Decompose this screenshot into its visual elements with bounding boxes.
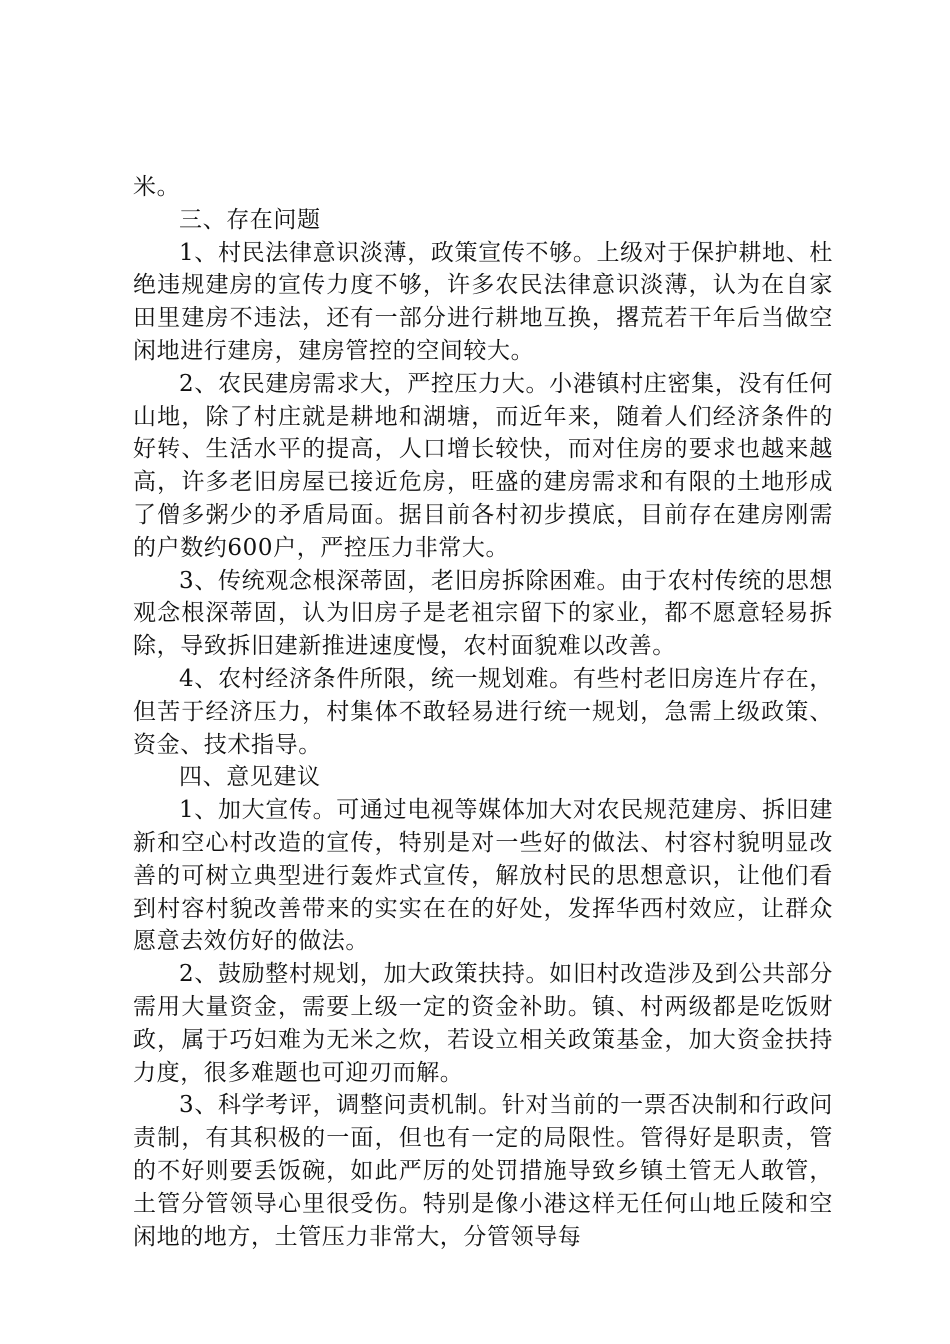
- paragraph-problem-2: 2、农民建房需求大，严控压力大。小港镇村庄密集，没有任何山地，除了村庄就是耕地和湖塘，而近年来，随着人们经济条件的好转、生活水平的提高，人口增长较快，而对住房的要求也越来越高，许多老旧房屋已接近危房，旺盛的建房需求和有限的土地形成了僧多粥少的矛盾局面。据目前各村初步摸底，目前存在建房刚需的户数约600户，严控压力非常大。: [133, 370, 833, 561]
- paragraph-problem-4: 4、农村经济条件所限，统一规划难。有些村老旧房连片存在，但苦于经济压力，村集体不敢轻易进行统一规划，急需上级政策、资金、技术指导。: [133, 665, 833, 758]
- paragraph-suggestion-3: 3、科学考评，调整问责机制。针对当前的一票否决制和行政问责制，有其积极的一面，但也有一定的局限性。管得好是职责，管的不好则要丢饭碗，如此严厉的处罚措施导致乡镇土管无人敢管，土管分管领导心里很受伤。特别是像小港这样无任何山地丘陵和空闲地的地方，土管压力非常大，分管领导每: [133, 1092, 833, 1250]
- paragraph-problem-1: 1、村民法律意识淡薄，政策宣传不够。上级对于保护耕地、杜绝违规建房的宣传力度不够，许多农民法律意识淡薄，认为在自家田里建房不违法，还有一部分进行耕地互换，撂荒若干年后当做空闲地进行建房，建房管控的空间较大。: [133, 239, 833, 364]
- paragraph-continuation: 米。: [133, 174, 181, 200]
- paragraph-suggestion-2: 2、鼓励整村规划，加大政策扶持。如旧村改造涉及到公共部分需用大量资金，需要上级一定的资金补助。镇、村两级都是吃饭财政，属于巧妇难为无米之炊，若设立相关政策基金，加大资金扶持力度，很多难题也可迎刃而解。: [133, 961, 833, 1086]
- section-heading-problems: 三、存在问题: [179, 206, 321, 233]
- paragraph-problem-3: 3、传统观念根深蒂固，老旧房拆除困难。由于农村传统的思想观念根深蒂固，认为旧房子是老祖宗留下的家业，都不愿意轻易拆除，导致拆旧建新推进速度慢，农村面貌难以改善。: [133, 567, 833, 660]
- paragraph-suggestion-1: 1、加大宣传。可通过电视等媒体加大对农民规范建房、拆旧建新和空心村改造的宣传，特别是对一些好的做法、村容村貌明显改善的可树立典型进行轰炸式宣传，解放村民的思想意识，让他们看到村容村貌改善带来的实实在在的好处，发挥华西村效应，让群众愿意去效仿好的做法。: [133, 797, 833, 955]
- document-body: [133, 171, 833, 1253]
- section-heading-suggestions: 四、意见建议: [179, 764, 321, 791]
